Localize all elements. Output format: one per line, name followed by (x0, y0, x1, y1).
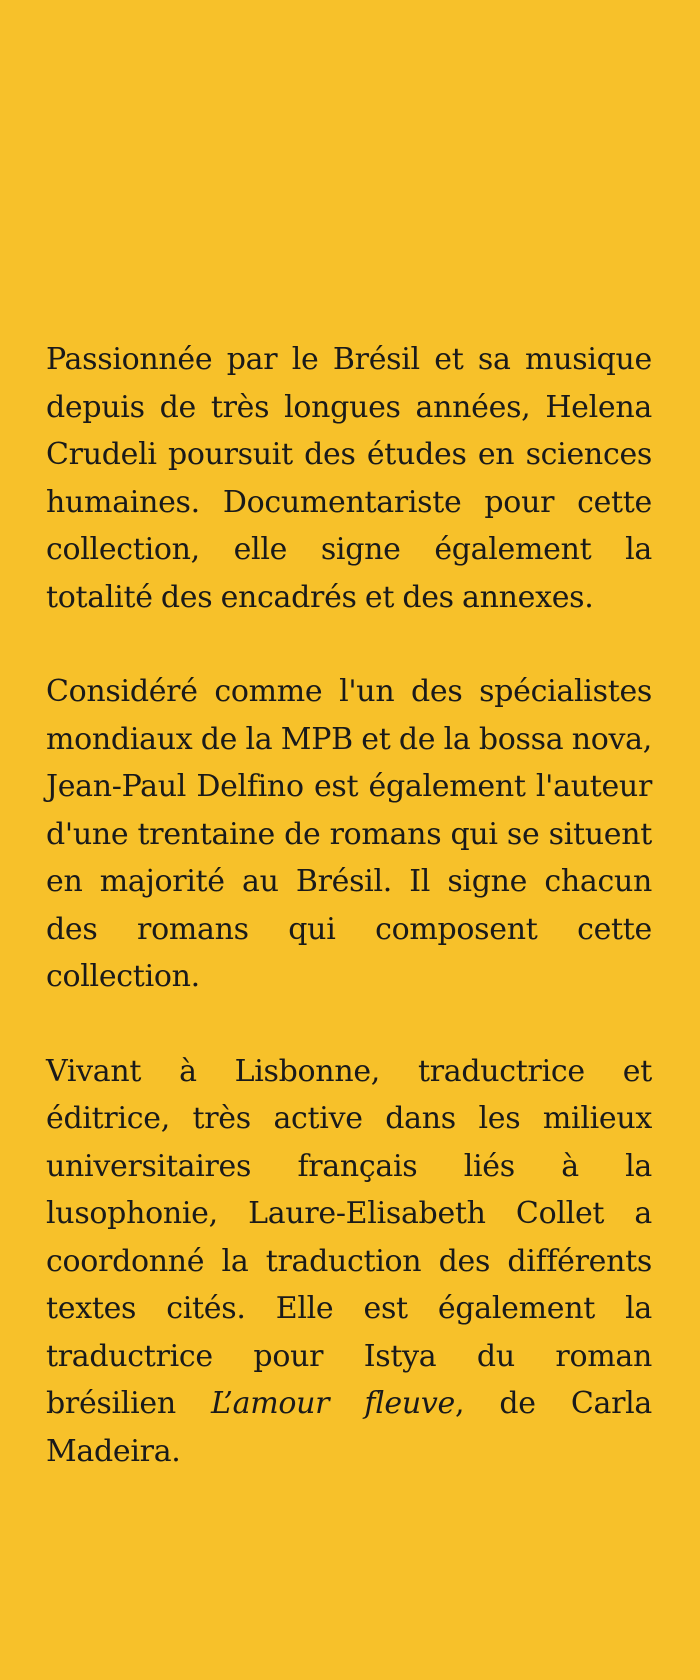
bio-collet-text-end: , de Carla Madeira. (46, 1386, 653, 1469)
author-bios-page (46, 336, 652, 1475)
bio-helena-crudeli: Passionnée par le Brésil et sa musique depuis de très longues années, Helena Crudeli poursuit des études en sciences humaines. Documentariste pour cette collection, elle signe également la totalité des encadrés et des annexes. (46, 342, 652, 615)
book-title: L’amour fleuve (210, 1386, 456, 1421)
bio-laure-elisabeth-collet (46, 1048, 652, 1476)
bio-jean-paul-delfino: Considéré comme l'un des spécialistes mondiaux de la MPB et de la bossa nova, Jean-Paul Delfino est également l'auteur d'une trentaine de romans qui se situent en majorité au Brésil. Il signe chacun des romans qui composent cette collection. (46, 674, 652, 994)
bio-collet-text: Vivant à Lisbonne, traductrice et éditrice, très active dans les milieux universitaires français liés à la lusophonie, Laure-Elisabeth Collet a coordonné la traduction des différents textes cités. Elle est également la traductrice pour Istya du roman brésilien (46, 1053, 652, 1421)
